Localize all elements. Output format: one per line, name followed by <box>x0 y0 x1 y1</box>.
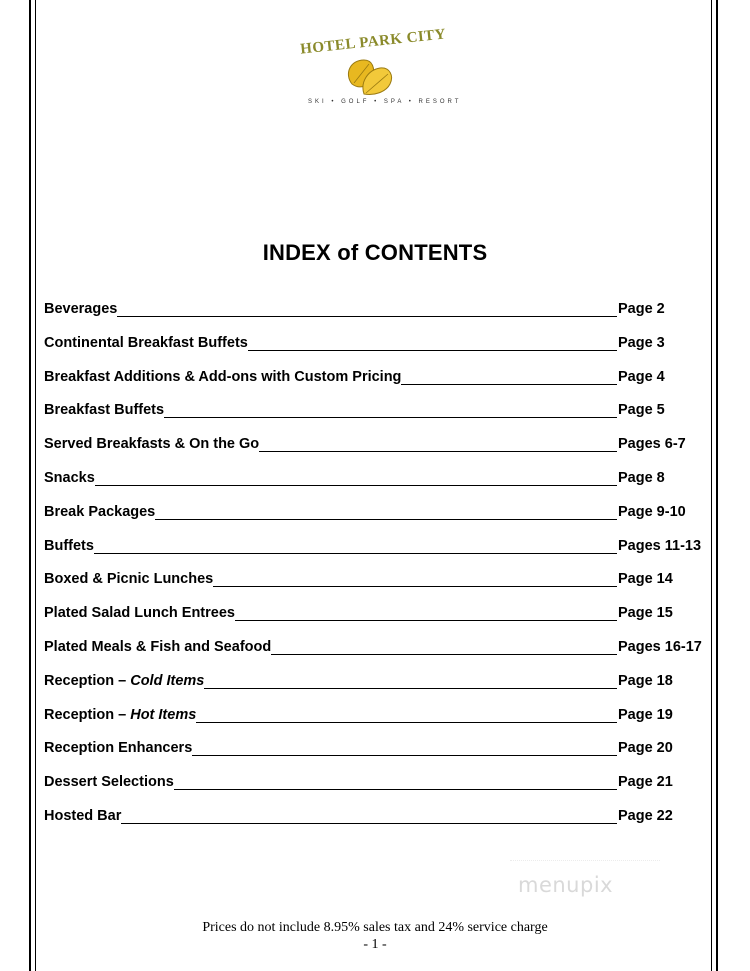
page-number: - 1 - <box>363 937 387 952</box>
toc-entry <box>44 670 724 704</box>
footer-note: Prices do not include 8.95% sales tax and 24% service charge <box>202 920 548 935</box>
toc-entry-label-italic: Hot Items <box>130 706 197 723</box>
toc-entry-page: Page 3 <box>618 334 665 351</box>
toc-entry-label <box>44 771 174 790</box>
toc-leader-line <box>204 688 617 689</box>
logo-wordmark: HOTEL PARK CITY <box>299 26 447 58</box>
toc-entry-label <box>44 332 248 351</box>
toc-entry-page: Page 2 <box>618 301 665 317</box>
toc-entry-page: Page 5 <box>618 402 665 419</box>
toc-leader-line <box>174 789 617 790</box>
toc-leader-line <box>259 451 617 452</box>
toc-entry <box>44 399 724 433</box>
toc-entry-label-text: Plated Salad Lunch Entrees <box>44 605 235 622</box>
toc-entry-label-text: Snacks <box>44 469 95 486</box>
toc-entry-page: Page 9-10 <box>618 503 686 520</box>
toc-entry-label <box>44 366 401 385</box>
toc-entry-label-text: Breakfast Additions & Add-ons with Custom Pricing <box>44 368 402 385</box>
toc-entry <box>44 704 724 738</box>
toc-entry <box>44 602 724 636</box>
toc-entry-label <box>44 501 155 520</box>
toc-entry-page: Page 22 <box>618 807 673 824</box>
table-of-contents <box>44 298 724 839</box>
toc-entry-label-text: Buffets <box>44 537 94 554</box>
toc-entry-label-italic: Cold Items <box>130 672 205 689</box>
toc-leader-line <box>248 350 617 351</box>
toc-entry-page: Page 21 <box>618 774 673 791</box>
toc-entry-page: Pages 16-17 <box>618 638 702 655</box>
toc-entry-page: Page 4 <box>618 368 665 385</box>
toc-entry <box>44 501 724 535</box>
toc-entry-label <box>44 737 192 756</box>
logo-tagline: SKI • GOLF • SPA • RESORT <box>308 99 462 105</box>
toc-leader-line <box>164 417 617 418</box>
toc-entry <box>44 298 724 332</box>
toc-entry-label-text: Served Breakfasts & On the Go <box>44 436 260 453</box>
toc-entry-label <box>44 433 259 452</box>
aspen-leaf-icon <box>342 54 398 98</box>
toc-entry <box>44 805 724 839</box>
toc-entry-page: Page 19 <box>618 706 673 723</box>
toc-entry-page: Page 18 <box>618 672 673 689</box>
toc-entry-label-text: Reception – <box>44 672 127 689</box>
toc-leader-line <box>155 519 617 520</box>
toc-leader-line <box>235 620 617 621</box>
toc-leader-line <box>401 384 617 385</box>
toc-entry <box>44 771 724 805</box>
toc-entry <box>44 535 724 569</box>
toc-entry-label-text: Beverages <box>44 301 118 317</box>
toc-entry-label-text: Plated Meals & Fish and Seafood <box>44 638 272 655</box>
toc-leader-line <box>121 823 617 824</box>
toc-entry-label <box>44 535 94 554</box>
toc-entry-label <box>44 568 213 587</box>
toc-entry-label <box>44 805 121 824</box>
toc-entry-page: Page 20 <box>618 740 673 757</box>
toc-entry <box>44 568 724 602</box>
toc-entry-label <box>44 399 164 418</box>
toc-entry-label-text: Reception Enhancers <box>44 740 193 757</box>
toc-entry <box>44 636 724 670</box>
toc-leader-line <box>196 722 617 723</box>
toc-leader-line <box>94 553 617 554</box>
toc-entry-page: Page 15 <box>618 605 673 622</box>
toc-entry-label <box>44 298 117 317</box>
toc-entry-page: Pages 11-13 <box>618 537 702 554</box>
toc-entry <box>44 433 724 467</box>
toc-entry-label-text: Breakfast Buffets <box>44 402 165 419</box>
watermark-rule <box>510 860 660 861</box>
toc-entry-label-text: Hosted Bar <box>44 807 122 824</box>
toc-entry-label <box>44 467 95 486</box>
watermark: menupix <box>518 873 614 897</box>
toc-leader-line <box>271 654 617 655</box>
toc-entry-label <box>44 670 204 689</box>
left-border-inner <box>35 0 36 971</box>
hotel-logo <box>290 22 460 112</box>
toc-entry-label-text: Dessert Selections <box>44 774 174 791</box>
toc-entry-page: Page 14 <box>618 571 673 588</box>
toc-entry-label-text: Boxed & Picnic Lunches <box>44 571 214 588</box>
toc-leader-line <box>213 586 617 587</box>
toc-leader-line <box>192 755 617 756</box>
page-title: INDEX of CONTENTS <box>262 240 488 265</box>
left-border-outer <box>29 0 31 971</box>
toc-entry-label <box>44 704 196 723</box>
toc-entry <box>44 737 724 771</box>
toc-entry-label-text: Reception – <box>44 706 127 723</box>
toc-entry-label <box>44 602 235 621</box>
toc-entry-label-text: Continental Breakfast Buffets <box>44 334 248 351</box>
toc-leader-line <box>117 316 617 317</box>
toc-entry-page: Page 8 <box>618 469 665 486</box>
toc-entry-label <box>44 636 271 655</box>
toc-leader-line <box>95 485 617 486</box>
toc-entry <box>44 332 724 366</box>
toc-entry-label-text: Break Packages <box>44 503 156 520</box>
toc-entry <box>44 366 724 400</box>
toc-entry-page: Pages 6-7 <box>618 436 686 453</box>
toc-entry <box>44 467 724 501</box>
